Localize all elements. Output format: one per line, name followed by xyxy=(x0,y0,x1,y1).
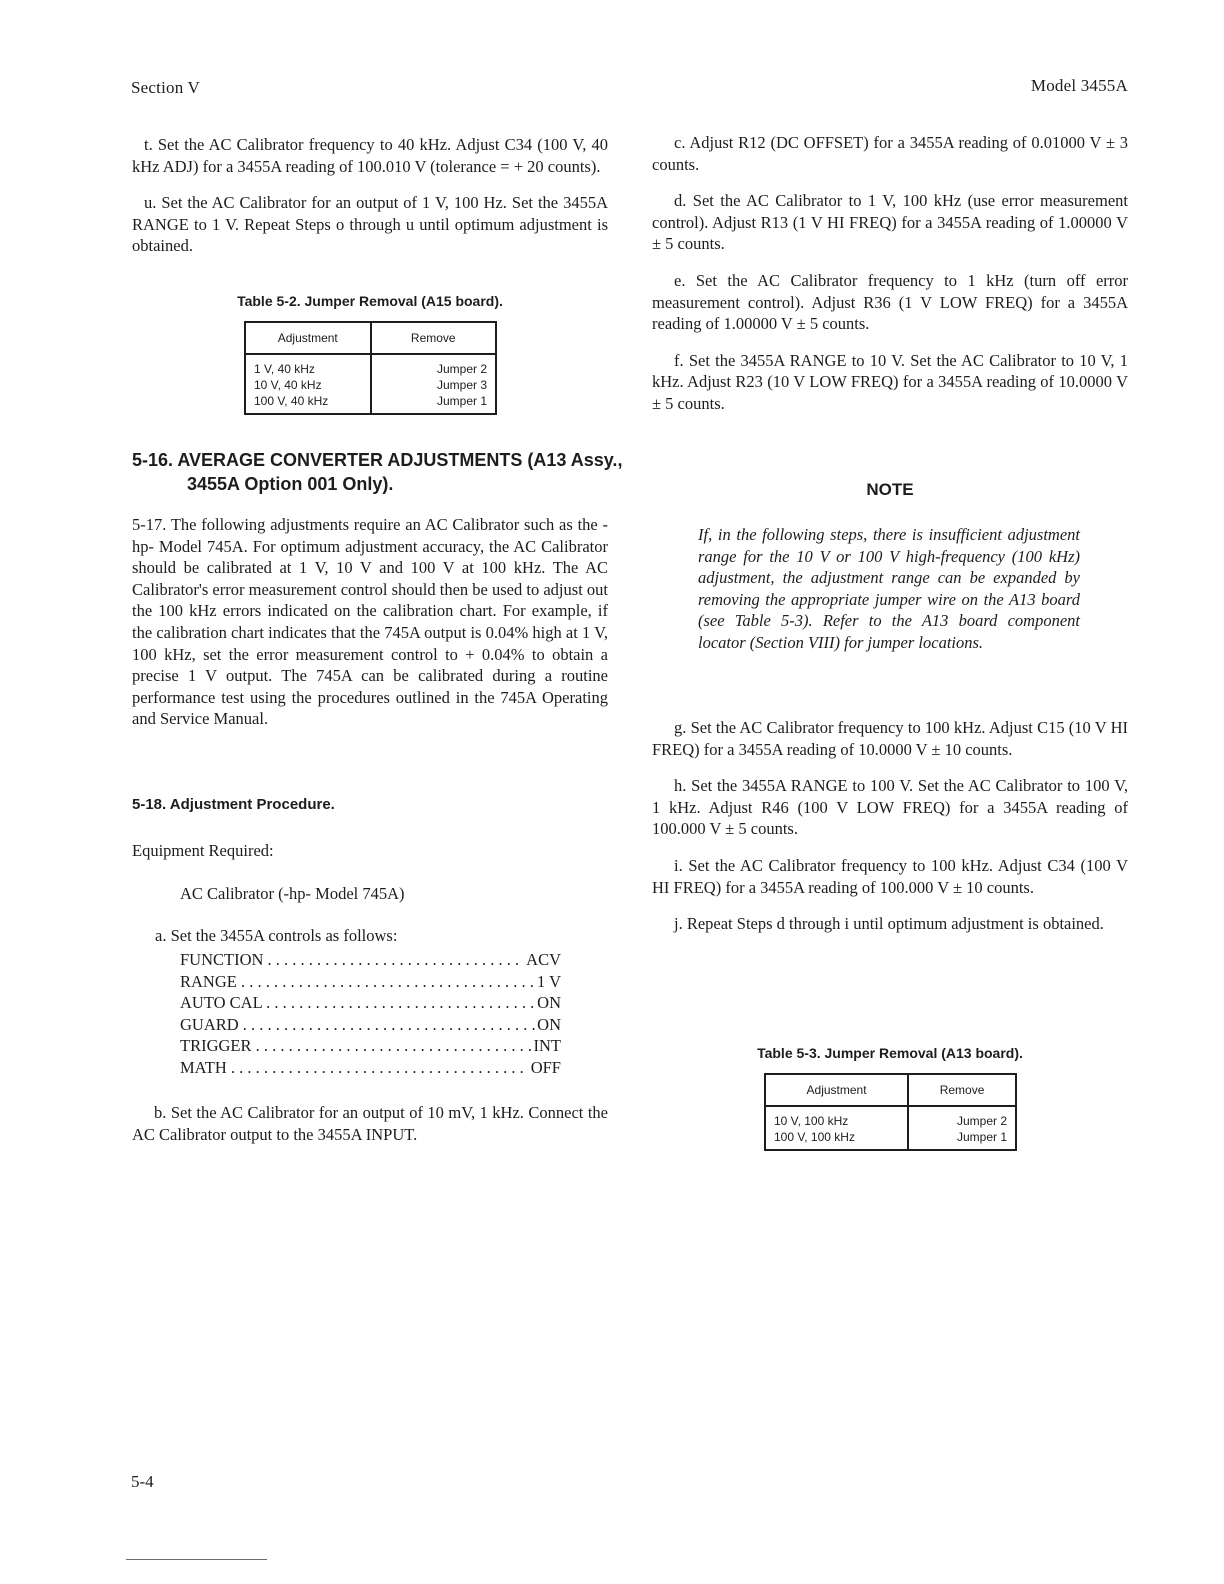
control-value: ACV xyxy=(526,950,561,969)
step-a: a. Set the 3455A controls as follows: xyxy=(155,926,398,945)
table-cell-remove: Jumper 3 xyxy=(371,377,497,393)
right-column xyxy=(652,132,1128,415)
control-row xyxy=(180,1057,561,1079)
right-column-lower xyxy=(652,717,1128,935)
left-column xyxy=(132,134,608,257)
table-cell-remove: Jumper 2 xyxy=(908,1106,1016,1129)
step-e: e. Set the AC Calibrator frequency to 1 kHz (turn off error measurement control). Adjust R36 (1 V LOW FREQ) for a 3455A reading of 1.00000 V ± 5 counts. xyxy=(652,270,1128,334)
step-b: b. Set the AC Calibrator for an output of 10 mV, 1 kHz. Connect the AC Calibrator output to the 3455A INPUT. xyxy=(132,1103,608,1144)
control-value: ON xyxy=(537,1014,561,1034)
note-text xyxy=(698,524,1080,654)
table-cell-adjustment: 1 V, 40 kHz xyxy=(245,354,371,377)
table-5-2 xyxy=(244,321,497,415)
table-5-3 xyxy=(764,1073,1017,1151)
control-name: RANGE . . . xyxy=(180,971,535,993)
table-header-adjustment: Adjustment xyxy=(765,1074,908,1106)
heading-5-16: 5-16. AVERAGE CONVERTER ADJUSTMENTS (A13 Assy., 3455A Option 001 Only). xyxy=(132,450,623,494)
controls-list xyxy=(180,949,561,1079)
control-row xyxy=(180,1014,561,1036)
control-value: 1 V xyxy=(537,971,561,991)
table-cell-remove: Jumper 2 xyxy=(371,354,497,377)
table-cell-remove: Jumper 1 xyxy=(908,1129,1016,1150)
control-row xyxy=(180,971,561,993)
model-label: Model 3455A xyxy=(1030,76,1128,95)
control-row xyxy=(180,992,561,1014)
para-5-17: 5-17. The following adjustments require an AC Calibrator such as the -hp- Model 745A. For optimum adjustment accuracy, the AC Calibrator should be calibrated at 1 V, 10 V and 100 V at 100 kHz. The AC Calibrator's error measurement control should then be used to adjust out the 100 kHz errors indicated on the calibration chart. For example, if the calibration chart indicates that the 745A output is 0.04% high at 1 V, 100 kHz, set the error measurement control to + 0.04% to obtain a precise 1 V output. The 745A can be calibrated during a routine performance test using the procedures outlined in the 745A Operating and Service Manual. xyxy=(132,515,608,729)
control-name: FUNCTION . . . xyxy=(180,949,524,971)
step-f: f. Set the 3455A RANGE to 10 V. Set the AC Calibrator to 10 V, 1 kHz. Adjust R23 (10 V LOW FREQ) for a 3455A reading of 10.0000 V ± 5 counts. xyxy=(652,350,1128,413)
note-title: NOTE xyxy=(866,480,914,499)
section-label: Section V xyxy=(131,78,201,97)
heading-5-18: 5-18. Adjustment Procedure. xyxy=(132,796,335,813)
table-header-adjustment: Adjustment xyxy=(245,322,371,354)
equipment-item: AC Calibrator (-hp- Model 745A) xyxy=(180,884,405,903)
step-g: g. Set the AC Calibrator frequency to 100 kHz. Adjust C15 (10 V HI FREQ) for a 3455A reading of 10.0000 V ± 10 counts. xyxy=(652,718,1128,759)
table-cell-remove: Jumper 1 xyxy=(371,393,497,414)
step-j: j. Repeat Steps d through i until optimum adjustment is obtained. xyxy=(674,914,1104,934)
control-row xyxy=(180,949,561,971)
table-cell-adjustment: 10 V, 100 kHz xyxy=(765,1106,908,1129)
table-header-remove: Remove xyxy=(371,322,497,354)
control-name: GUARD . . . xyxy=(180,1014,535,1036)
step-u: u. Set the AC Calibrator for an output of 1 V, 100 Hz. Set the 3455A RANGE to 1 V. Repeat Steps o through u until optimum adjustment is obtained. xyxy=(132,193,608,256)
control-name: TRIGGER . . . xyxy=(180,1035,532,1057)
control-row xyxy=(180,1035,561,1057)
table-5-3-caption: Table 5-3. Jumper Removal (A13 board). xyxy=(757,1045,1023,1061)
table-header-remove: Remove xyxy=(908,1074,1016,1106)
note-body: If, in the following steps, there is insufficient adjustment range for the 10 V or 100 V high-frequency (100 kHz) adjustment, the adjustment range can be expanded by removing the appropriate jumper wire on the A13 board (see Table 5-3). Refer to the A13 board component locator (Section VIII) for jumper locations. xyxy=(698,525,1080,652)
footer-rule xyxy=(126,1559,267,1560)
equipment-label: Equipment Required: xyxy=(132,841,274,860)
control-name: MATH . . . xyxy=(180,1057,529,1079)
page-number: 5-4 xyxy=(131,1472,154,1491)
control-value: INT xyxy=(533,1036,561,1056)
step-i: i. Set the AC Calibrator frequency to 100 kHz. Adjust C34 (100 V HI FREQ) for a 3455A reading of 100.000 V ± 10 counts. xyxy=(652,855,1128,897)
step-c: c. Adjust R12 (DC OFFSET) for a 3455A reading of 0.01000 V ± 3 counts. xyxy=(652,133,1128,174)
step-h: h. Set the 3455A RANGE to 100 V. Set the AC Calibrator to 100 V, 1 kHz. Adjust R46 (100 V LOW FREQ) for a 3455A reading of 100.000 V ± 5 counts. xyxy=(652,776,1128,839)
table-cell-adjustment: 100 V, 40 kHz xyxy=(245,393,371,414)
step-t: t. Set the AC Calibrator frequency to 40 kHz. Adjust C34 (100 V, 40 kHz ADJ) for a 3455A reading of 100.010 V (tolerance = + 20 counts). xyxy=(132,135,608,176)
control-name: AUTO CAL . . . xyxy=(180,992,535,1014)
table-cell-adjustment: 10 V, 40 kHz xyxy=(245,377,371,393)
step-d: d. Set the AC Calibrator to 1 V, 100 kHz (use error measurement control). Adjust R13 (1 V HI FREQ) for a 3455A reading of 1.00000 V ± 5 counts. xyxy=(652,191,1128,254)
table-cell-adjustment: 100 V, 100 kHz xyxy=(765,1129,908,1150)
control-value: OFF xyxy=(530,1057,561,1077)
table-5-2-caption: Table 5-2. Jumper Removal (A15 board). xyxy=(237,293,503,309)
control-value: ON xyxy=(537,993,561,1013)
